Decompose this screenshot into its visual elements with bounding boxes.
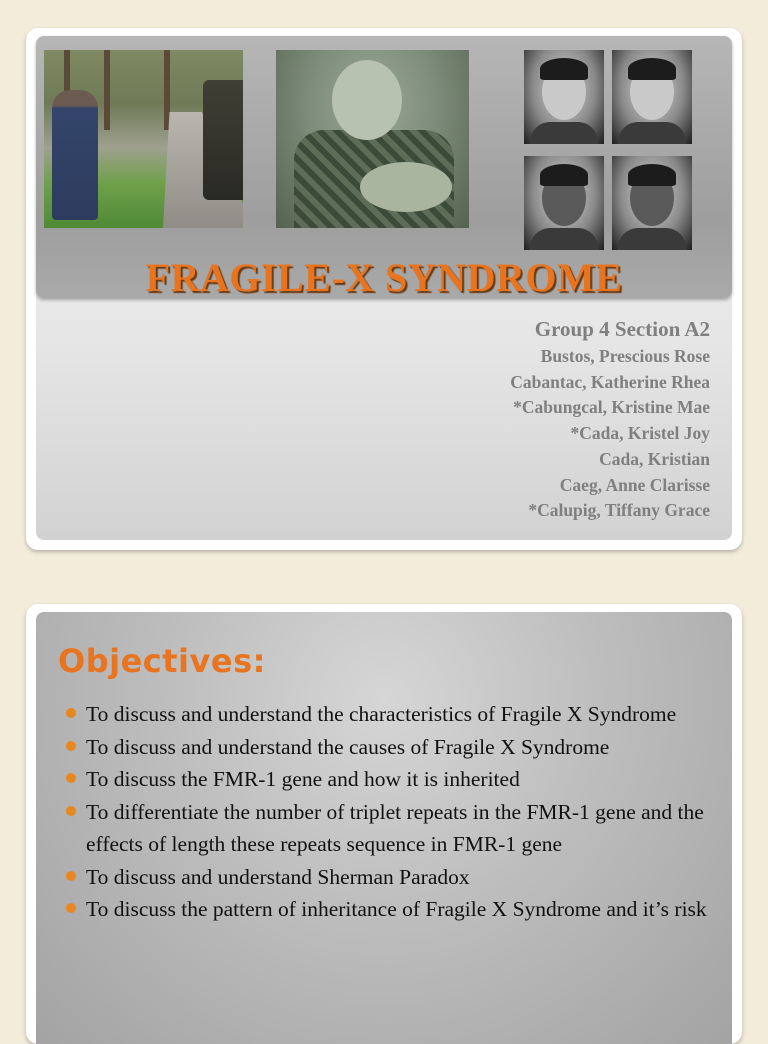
portrait-photo-1 — [524, 50, 604, 144]
photo-banner — [36, 36, 732, 298]
member-name: Cada, Kristian — [599, 448, 710, 469]
objective-text: To discuss the FMR-1 gene and how it is inherited — [86, 767, 520, 791]
group-section-label: Group 4 Section A2 — [534, 317, 710, 341]
member-name: *Calupig, Tiffany Grace — [528, 500, 710, 521]
objective-item — [64, 698, 726, 731]
objective-item — [64, 861, 726, 894]
member-name: *Cabungcal, Kristine Mae — [513, 397, 710, 418]
objective-text: To differentiate the number of triplet repeats in the FMR-1 gene and the effects of length these repeats sequence in FMR-1 gene — [86, 799, 704, 856]
member-name: Bustos, Prescious Rose — [540, 346, 710, 366]
slide-title — [26, 28, 742, 550]
bullet-dot-icon — [66, 903, 76, 913]
credits-block — [510, 314, 710, 524]
objective-text: To discuss and understand Sherman Paradox — [86, 864, 470, 889]
objectives-heading: Objectives: — [58, 642, 266, 680]
member-name: Caeg, Anne Clarisse — [559, 474, 710, 495]
objective-item — [64, 796, 726, 861]
portrait-photo-2 — [612, 50, 692, 144]
objective-text: To discuss and understand the characteristics of Fragile X Syndrome — [86, 702, 677, 726]
bullet-dot-icon — [66, 708, 76, 718]
bullet-dot-icon — [66, 773, 76, 783]
photo-smiling-child — [276, 50, 469, 228]
slide-objectives — [26, 604, 742, 1044]
objective-text: To discuss and understand the causes of Fragile X Syndrome — [86, 734, 610, 759]
member-name: *Cada, Kristel Joy — [570, 423, 710, 444]
photo-boy-on-path — [44, 50, 243, 228]
objective-item — [64, 763, 726, 796]
bullet-dot-icon — [66, 806, 76, 816]
slide-objectives-background — [36, 612, 732, 1044]
portrait-photo-4 — [612, 156, 692, 250]
slide-title-background — [36, 36, 732, 540]
bullet-dot-icon — [66, 741, 76, 751]
slide-main-title: FRAGILE-X SYNDROME — [145, 255, 623, 300]
objective-text: To discuss the pattern of inheritance of Fragile X Syndrome and it’s risk — [86, 897, 707, 921]
member-name: Cabantac, Katherine Rhea — [510, 371, 710, 392]
objective-item — [64, 731, 726, 764]
bullet-dot-icon — [66, 871, 76, 881]
objective-item — [64, 893, 726, 926]
objectives-list — [64, 698, 726, 926]
portrait-photo-3 — [524, 156, 604, 250]
